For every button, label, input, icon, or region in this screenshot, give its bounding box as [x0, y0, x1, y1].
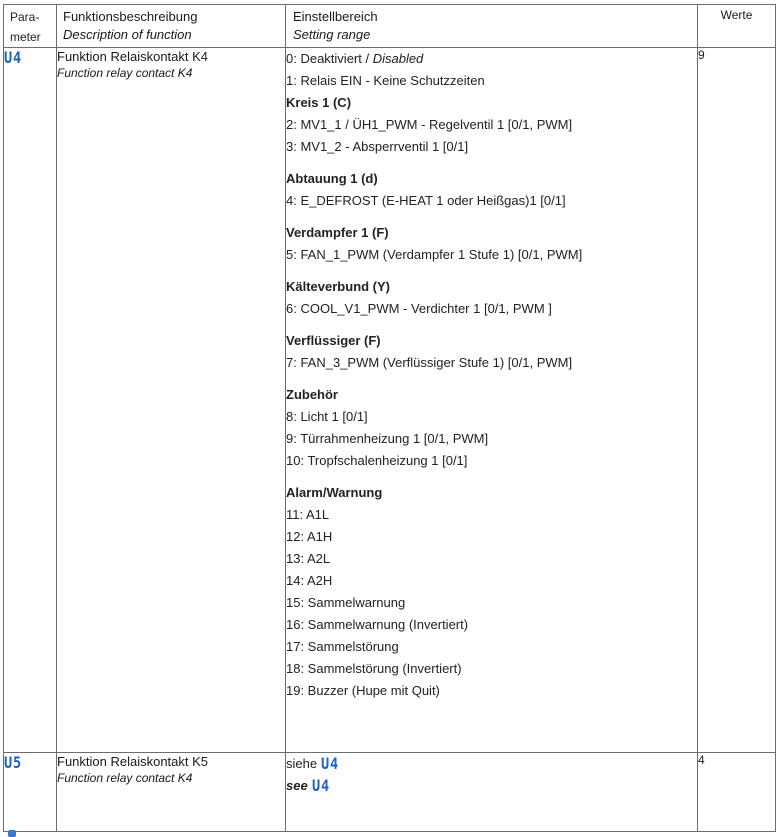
option-item: 19: Buzzer (Hupe mit Quit)	[286, 683, 440, 698]
desc-de-u4: Funktion Relaiskontakt K4	[57, 49, 209, 64]
next-param-code-fragment	[8, 830, 16, 837]
option-group-heading: Alarm/Warnung	[286, 485, 383, 500]
header-range-en: Setting range	[293, 27, 371, 42]
desc-en-u5: Function relay contact K4	[57, 771, 193, 785]
header-desc-de: Funktionsbeschreibung	[63, 9, 198, 24]
see-label-de: siehe	[286, 756, 318, 771]
option-item: 10: Tropfschalenheizung 1 [0/1]	[286, 453, 468, 468]
description-cell-u4	[57, 48, 286, 753]
table-row-u5	[4, 753, 776, 832]
param-code-u5: U5	[4, 753, 23, 772]
option-0-en: Disabled	[372, 51, 424, 66]
option-item: 17: Sammelstörung	[286, 639, 399, 654]
header-param-line1: Para-	[10, 10, 40, 24]
setting-range-cell-u5	[286, 753, 698, 832]
option-item: 18: Sammelstörung (Invertiert)	[286, 661, 462, 676]
option-item: 4: E_DEFROST (E-HEAT 1 oder Heißgas)1 [0/1]	[286, 193, 566, 208]
option-item: 7: FAN_3_PWM (Verflüssiger Stufe 1) [0/1, PWM]	[286, 355, 573, 370]
option-groups	[286, 92, 697, 702]
see-reference-de	[286, 753, 697, 775]
option-group-heading: Kälteverbund (Y)	[286, 279, 391, 294]
option-item: 11: A1L	[286, 507, 330, 522]
desc-en-u4: Function relay contact K4	[57, 66, 193, 80]
option-group-heading: Verflüssiger (F)	[286, 333, 381, 348]
header-description	[57, 5, 286, 48]
see-ref-code: U4	[311, 776, 330, 795]
option-item: 15: Sammelwarnung	[286, 595, 406, 610]
param-code-u4: U4	[4, 48, 23, 67]
header-values: Werte	[698, 5, 776, 48]
option-item: 2: MV1_1 / ÜH1_PWM - Regelventil 1 [0/1, PWM]	[286, 117, 573, 132]
setting-range-cell-u4	[286, 48, 698, 753]
option-item: 3: MV1_2 - Absperrventil 1 [0/1]	[286, 139, 469, 154]
option-item: 8: Licht 1 [0/1]	[286, 409, 368, 424]
option-group-heading: Zubehör	[286, 387, 338, 402]
desc-de-u5: Funktion Relaiskontakt K5	[57, 754, 209, 769]
option-item: 12: A1H	[286, 529, 333, 544]
description-cell-u5	[57, 753, 286, 832]
header-param-line2: meter	[10, 30, 41, 44]
option-group-heading: Kreis 1 (C)	[286, 95, 352, 110]
option-group-heading: Verdampfer 1 (F)	[286, 225, 389, 240]
option-item: 13: A2L	[286, 551, 331, 566]
option-0	[286, 48, 697, 70]
option-item: 14: A2H	[286, 573, 333, 588]
option-1: 1: Relais EIN - Keine Schutzzeiten	[286, 73, 485, 88]
see-reference-en	[286, 775, 697, 797]
table-header-row	[4, 5, 776, 48]
value-cell-u4: 9	[698, 48, 776, 753]
value-cell-u5: 4	[698, 753, 776, 832]
param-code-cell	[4, 753, 57, 832]
see-ref-code: U4	[321, 754, 340, 773]
option-item: 9: Türrahmenheizung 1 [0/1, PWM]	[286, 431, 489, 446]
parameter-table	[3, 4, 776, 832]
see-label-en: see	[286, 778, 308, 793]
header-parameter	[4, 5, 57, 48]
header-setting-range	[286, 5, 698, 48]
table-row-u4	[4, 48, 776, 753]
header-range-de: Einstellbereich	[293, 9, 378, 24]
param-code-cell	[4, 48, 57, 753]
option-item: 16: Sammelwarnung (Invertiert)	[286, 617, 469, 632]
option-0-de: 0: Deaktiviert /	[286, 51, 373, 66]
header-desc-en: Description of function	[63, 27, 192, 42]
option-group-heading: Abtauung 1 (d)	[286, 171, 378, 186]
option-item: 5: FAN_1_PWM (Verdampfer 1 Stufe 1) [0/1, PWM]	[286, 247, 583, 262]
option-item: 6: COOL_V1_PWM - Verdichter 1 [0/1, PWM ]	[286, 301, 552, 316]
